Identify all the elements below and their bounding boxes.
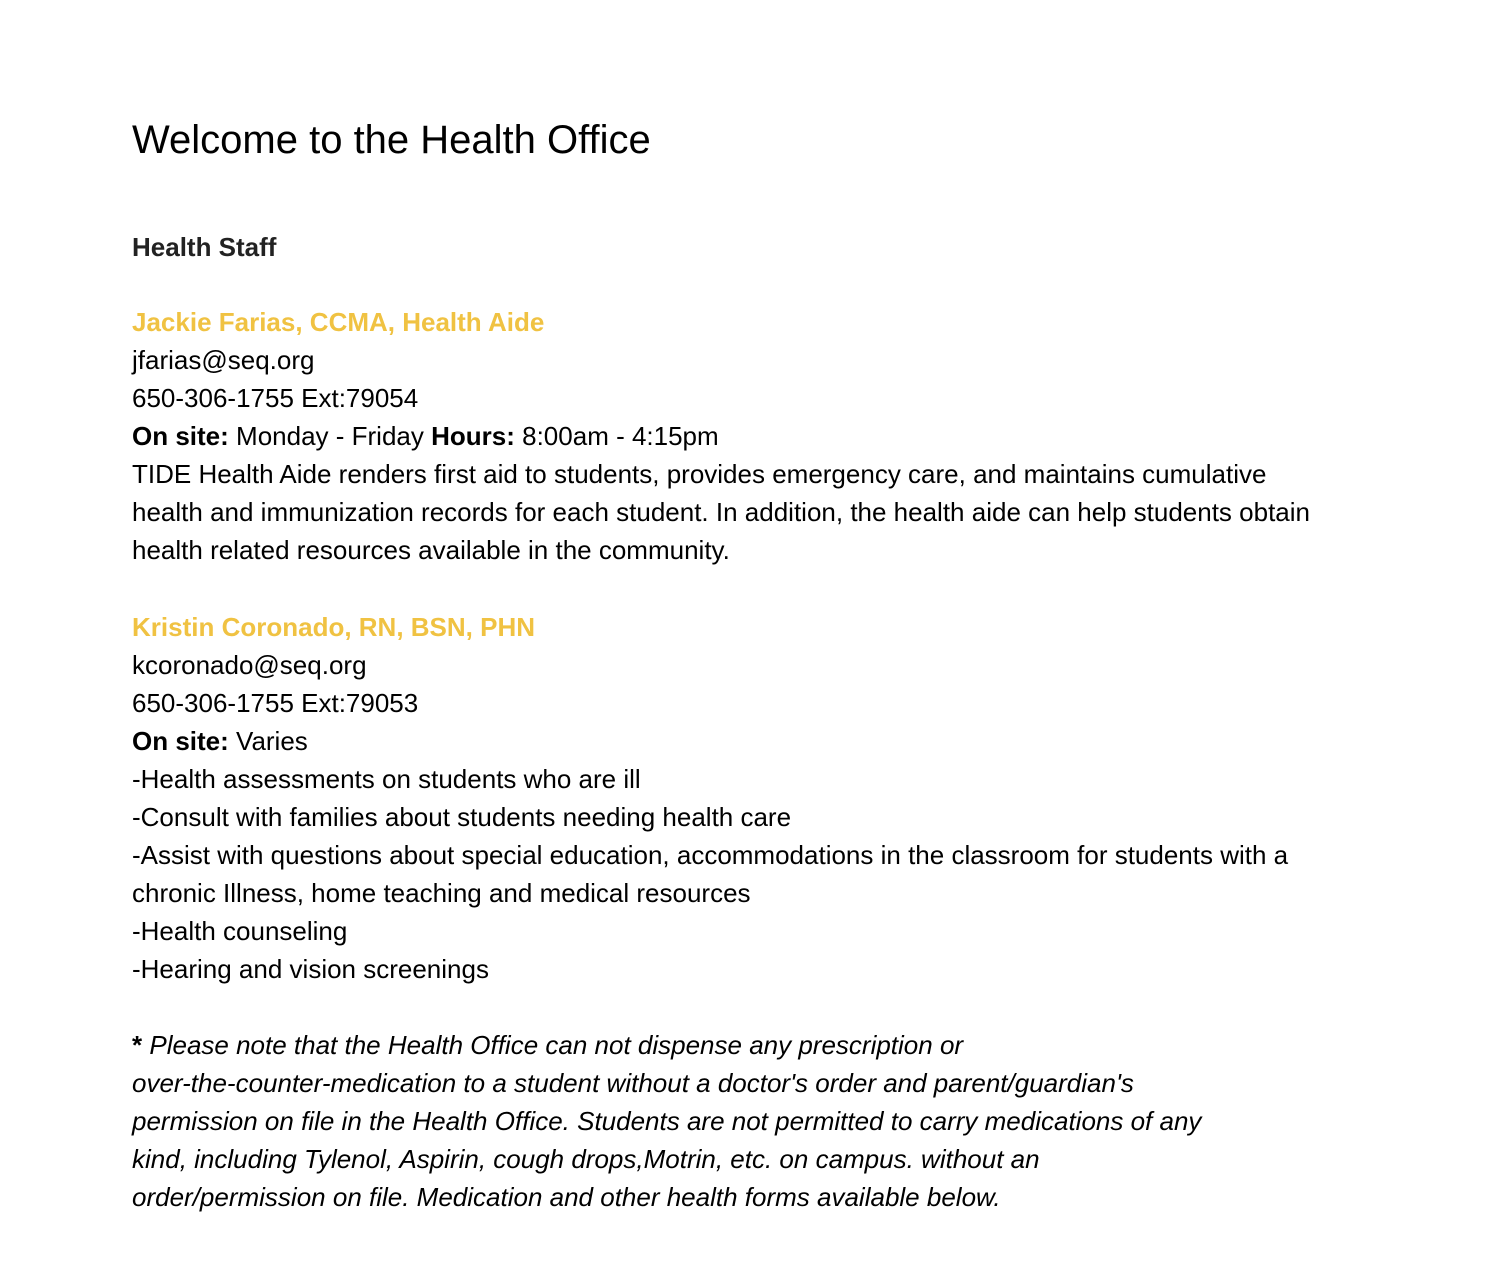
- health-office-page: [132, 112, 1372, 1212]
- hours-label: Hours:: [431, 421, 515, 451]
- onsite-value: Monday - Friday: [236, 421, 424, 451]
- staff-email-link[interactable]: jfarias@seq.org: [132, 345, 315, 375]
- note-line: over-the-counter-medication to a student without a doctor's order and parent/guardian's: [132, 1068, 1134, 1098]
- staff-card-jackie-farias: [132, 303, 1372, 569]
- staff-phone: 650-306-1755 Ext:79054: [132, 383, 419, 413]
- onsite-label: On site:: [132, 726, 229, 756]
- staff-phone: 650-306-1755 Ext:79053: [132, 688, 419, 718]
- staff-name: Jackie Farias, CCMA, Health Aide: [132, 307, 545, 337]
- note-line: permission on file in the Health Office. Students are not permitted to carry medications of any: [132, 1106, 1202, 1136]
- onsite-value: Varies: [236, 726, 308, 756]
- staff-name: Kristin Coronado, RN, BSN, PHN: [132, 612, 536, 642]
- staff-email-link[interactable]: kcoronado@seq.org: [132, 650, 367, 680]
- staff-schedule: [132, 722, 1372, 760]
- staff-card-kristin-coronado: [132, 608, 1372, 988]
- duty-item: -Assist with questions about special education, accommodations in the classroom for students with a chronic Illness, home teaching and medical resources: [132, 840, 1289, 908]
- staff-schedule: [132, 417, 1372, 455]
- note-line: order/permission on file. Medication and other health forms available below.: [132, 1182, 1001, 1212]
- duty-item: -Hearing and vision screenings: [132, 954, 489, 984]
- section-heading-health-staff: Health Staff: [132, 232, 277, 262]
- medication-policy-note: [132, 1026, 1372, 1216]
- staff-description: TIDE Health Aide renders first aid to students, provides emergency care, and maintains cumulative health and immunization records for each student. In addition, the health aide can help students obtain health related resources available in the community.: [132, 459, 1310, 565]
- duty-item: -Health assessments on students who are ill: [132, 764, 641, 794]
- note-asterisk: *: [132, 1030, 143, 1060]
- duty-item: -Consult with families about students needing health care: [132, 802, 792, 832]
- note-line: kind, including Tylenol, Aspirin, cough drops,Motrin, etc. on campus. without an: [132, 1144, 1040, 1174]
- hours-value: 8:00am - 4:15pm: [522, 421, 719, 451]
- page-title: Welcome to the Health Office: [132, 118, 651, 162]
- duty-item: -Health counseling: [132, 916, 348, 946]
- onsite-label: On site:: [132, 421, 229, 451]
- note-line: Please note that the Health Office can not dispense any prescription or: [149, 1030, 964, 1060]
